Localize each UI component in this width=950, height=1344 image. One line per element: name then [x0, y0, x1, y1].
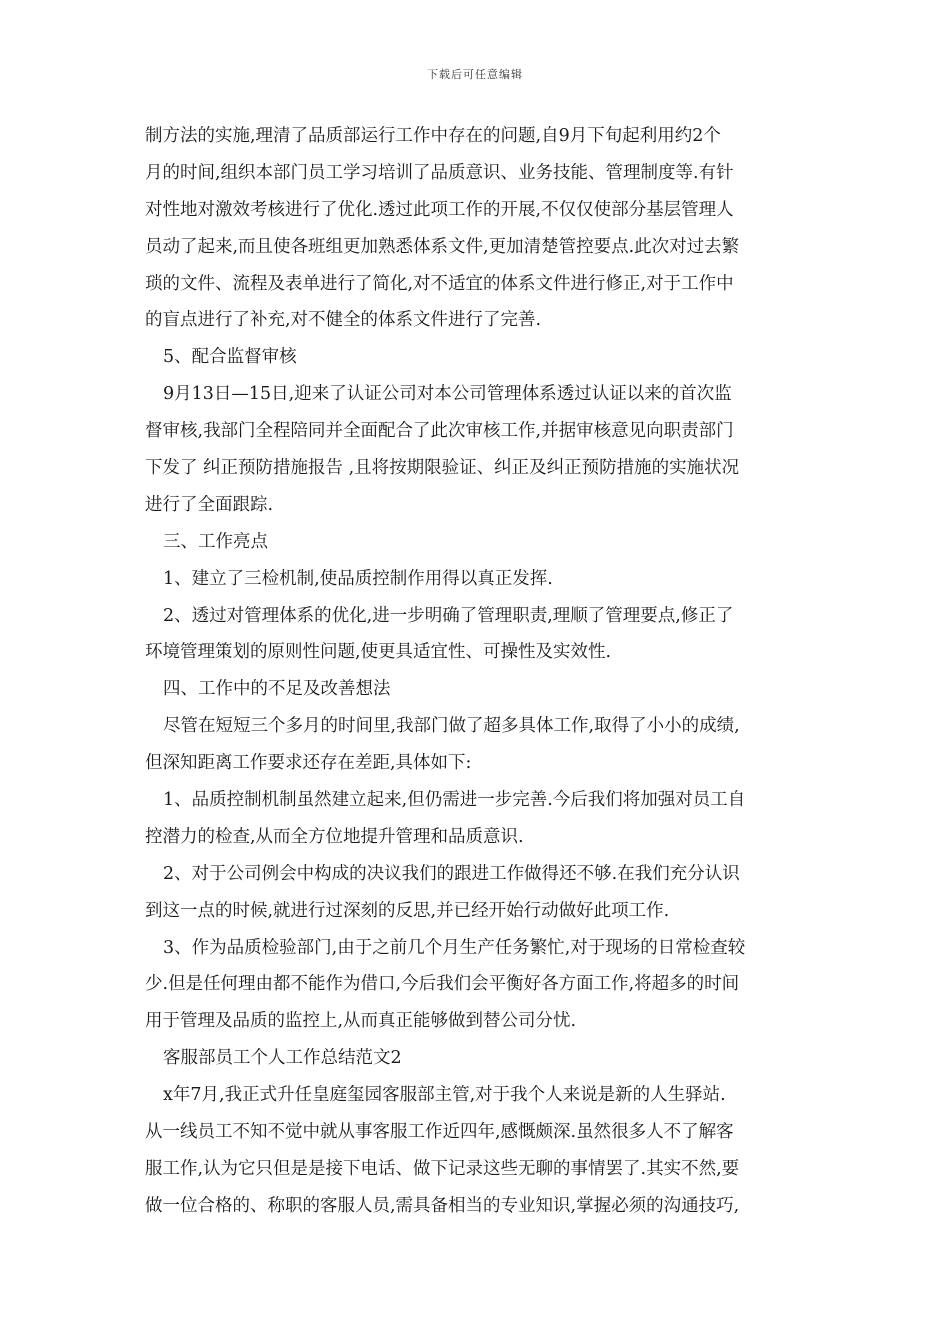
text-line: 从一线员工不知不觉中就从事客服工作近四年,感慨颇深.虽然很多人不了解客 [145, 1122, 734, 1143]
text-line: 督审核,我部门全程陪同并全面配合了此次审核工作,并据审核意见向职责部门 [145, 421, 734, 442]
text-line: 9月13日—15日,迎来了认证公司对本公司管理体系透过认证以来的首次监 [163, 384, 732, 405]
text-line: 3、作为品质检验部门,由于之前几个月生产任务繁忙,对于现场的日常检查较 [163, 937, 746, 958]
text-line: 客服部员工个人工作总结范文2 [163, 1048, 402, 1069]
text-line: 进行了全面跟踪. [145, 494, 274, 515]
text-line: 5、配合监督审核 [163, 347, 297, 368]
text-line: 服工作,认为它只但是是接下电话、做下记录这些无聊的事情罢了.其实不然,要 [145, 1158, 740, 1179]
text-line: 对性地对激效考核进行了优化.透过此项工作的开展,不仅仅使部分基层管理人 [145, 199, 734, 220]
text-line: 控潜力的检查,从而全方位地提升管理和品质意识. [145, 826, 524, 847]
text-line: 三、工作亮点 [163, 531, 268, 552]
text-line: 环境管理策划的原则性问题,使更具适宜性、可操性及实效性. [145, 642, 612, 663]
text-line: 月的时间,组织本部门员工学习培训了品质意识、业务技能、管理制度等.有针 [145, 162, 734, 183]
text-line: 琐的文件、流程及表单进行了简化,对不适宜的体系文件进行修正,对于工作中 [145, 273, 734, 294]
text-line: 做一位合格的、称职的客服人员,需具备相当的专业知识,掌握必须的沟通技巧, [145, 1195, 740, 1216]
text-line: 但深知距离工作要求还存在差距,具体如下: [145, 753, 472, 774]
text-line: 到这一点的时候,就进行过深刻的反思,并已经开始行动做好此项工作. [145, 900, 670, 921]
text-line: 用于管理及品质的监控上,从而真正能够做到替公司分忧. [145, 1011, 577, 1032]
text-line: 1、品质控制机制虽然建立起来,但仍需进一步完善.今后我们将加强对员工自 [163, 790, 746, 811]
text-line: 1、建立了三检机制,使品质控制作用得以真正发挥. [163, 568, 553, 589]
text-line: 制方法的实施,理清了品质部运行工作中存在的问题,自9月下旬起利用约2个 [145, 126, 721, 146]
text-line: 员动了起来,而且使各班组更加熟悉体系文件,更加清楚管控要点.此次对过去繁 [145, 236, 740, 257]
text-line: 四、工作中的不足及改善想法 [163, 679, 391, 700]
text-line: 2、透过对管理体系的优化,进一步明确了管理职责,理顺了管理要点,修正了 [163, 605, 734, 626]
text-line: 少.但是任何理由都不能作为借口,今后我们会平衡好各方面工作,将超多的时间 [145, 974, 740, 995]
text-line: 2、对于公司例会中构成的决议我们的跟进工作做得还不够.在我们充分认识 [163, 863, 740, 884]
text-line: 尽管在短短三个多月的时间里,我部门做了超多具体工作,取得了小小的成绩, [163, 716, 740, 737]
header-note: 下载后可任意编辑 [427, 68, 523, 81]
document-body [145, 118, 813, 1225]
text-line: 的盲点进行了补充,对不健全的体系文件进行了完善. [145, 310, 542, 331]
text-line: 下发了 纠正预防措施报告 ,且将按期限验证、纠正及纠正预防措施的实施状况 [145, 458, 740, 479]
text-line: x年7月,我正式升任皇庭玺园客服部主管,对于我个人来说是新的人生驿站. [163, 1085, 726, 1106]
